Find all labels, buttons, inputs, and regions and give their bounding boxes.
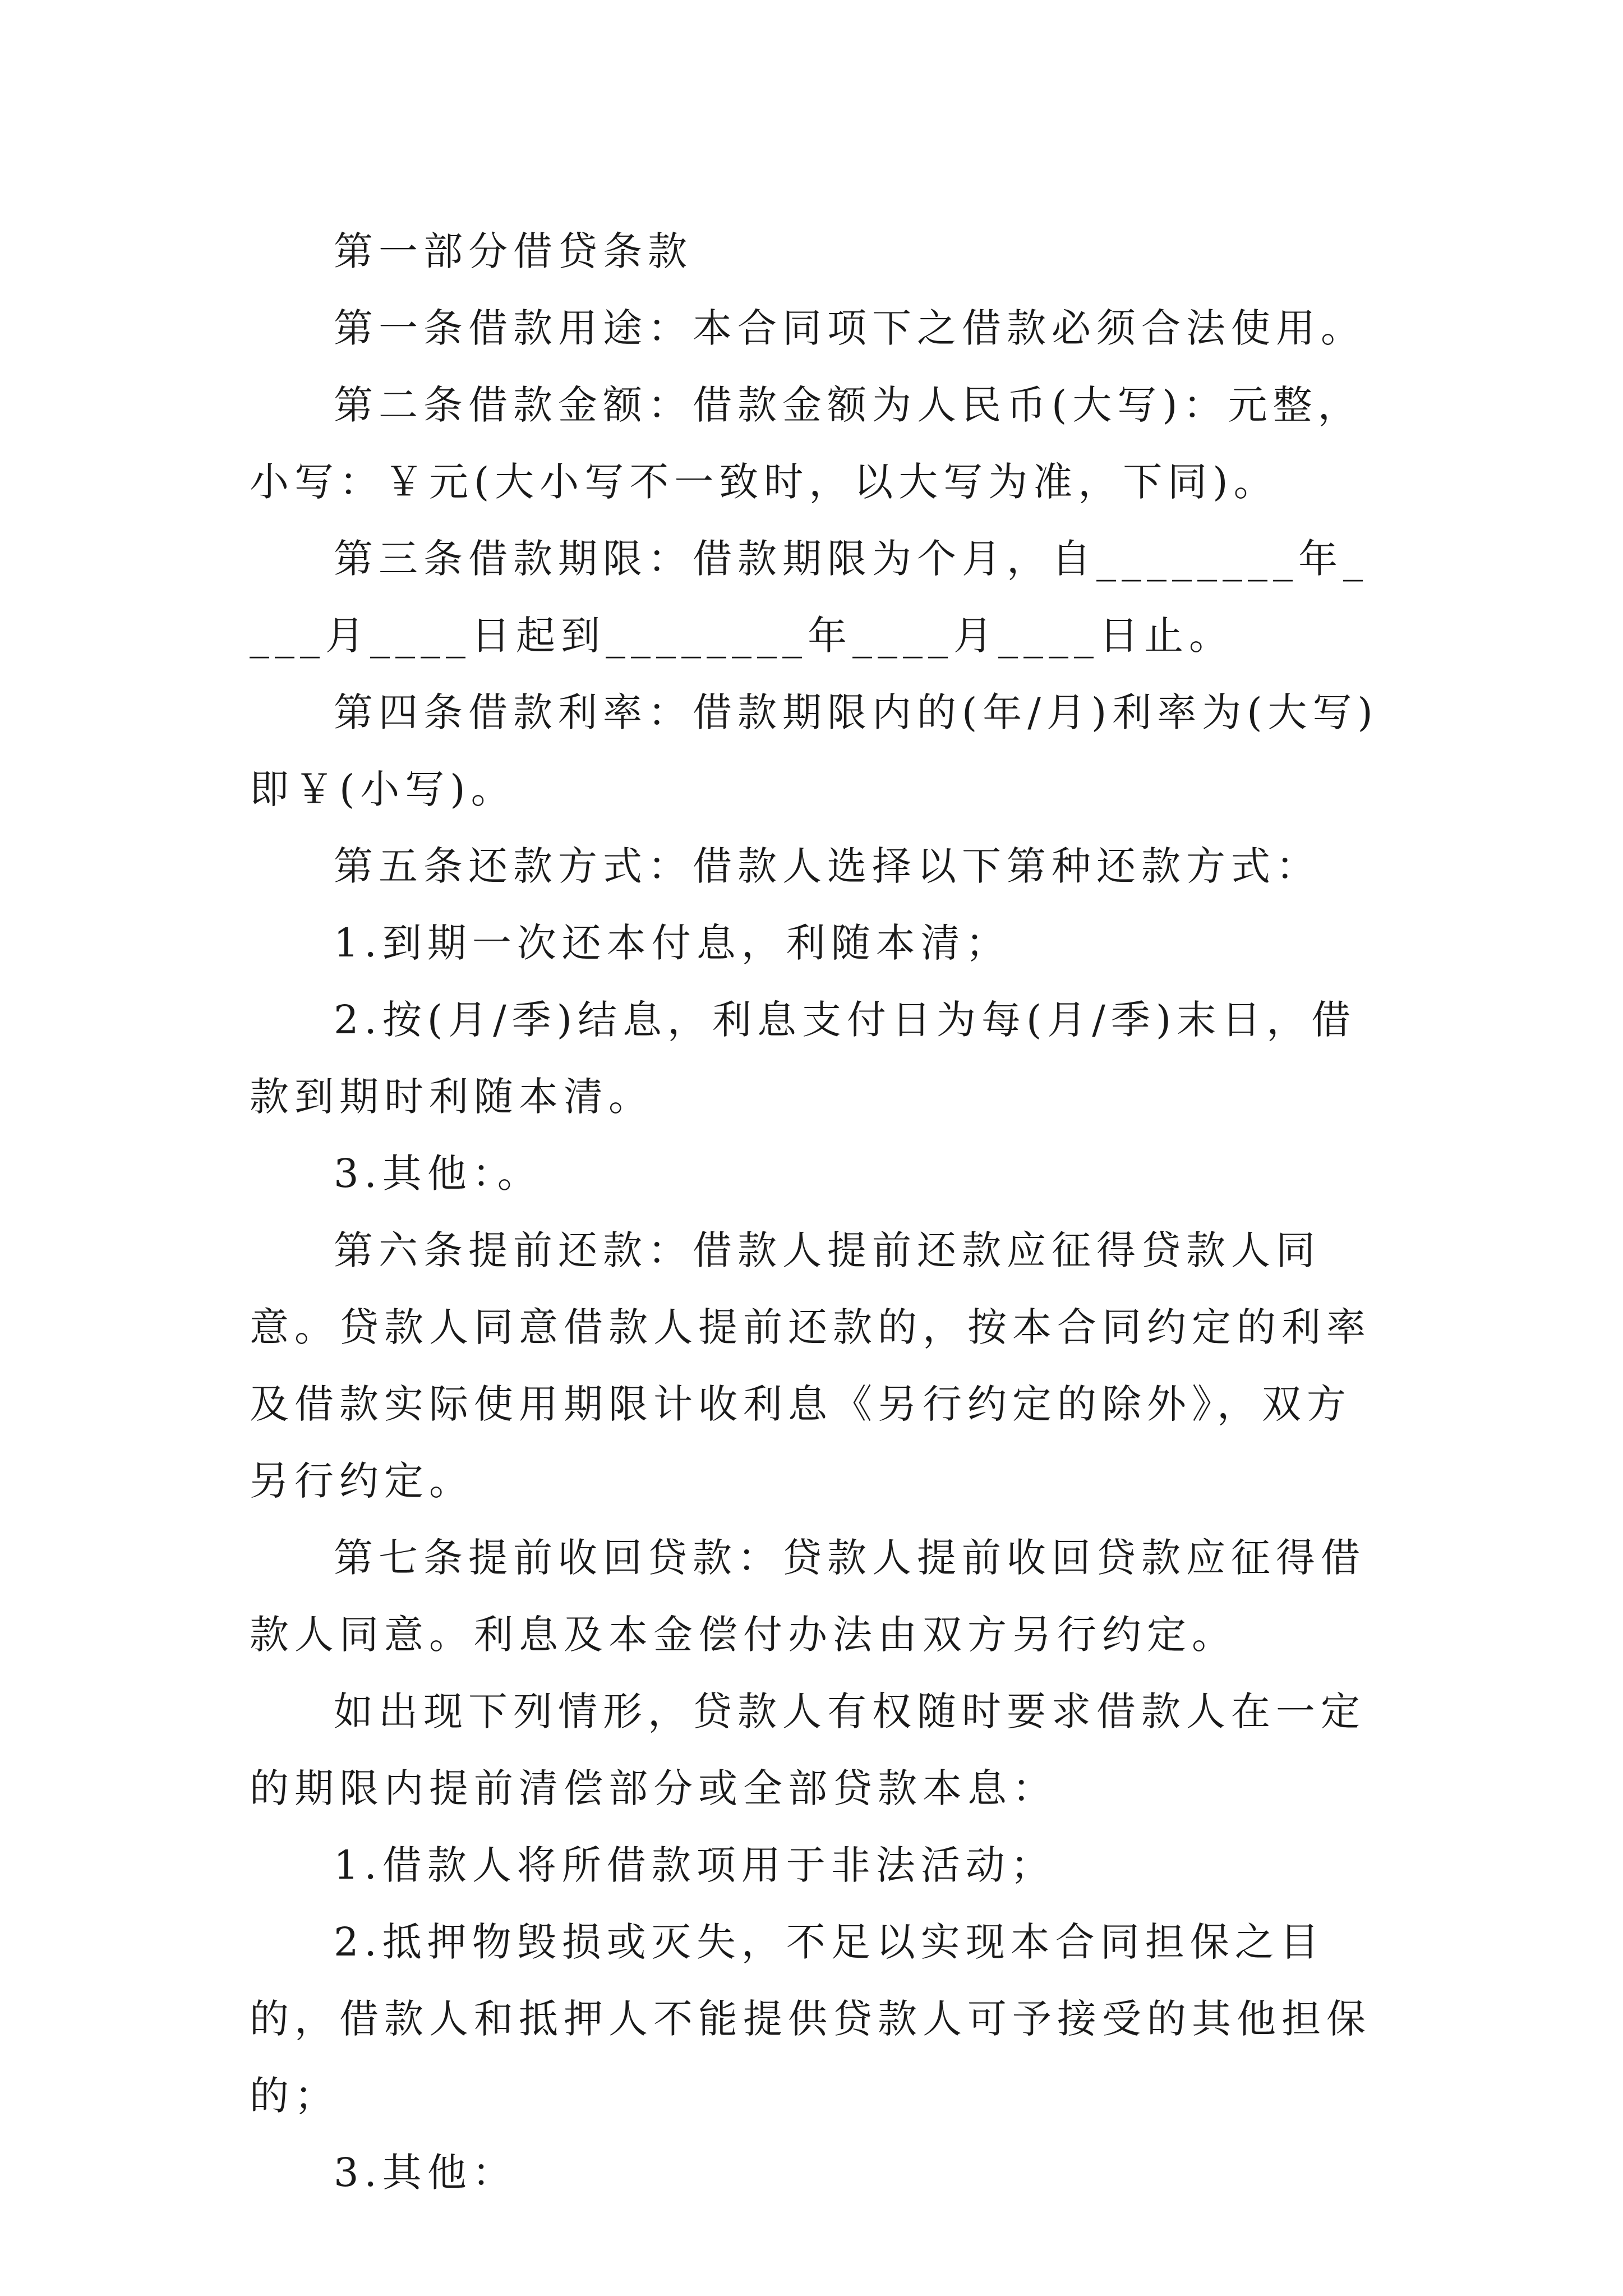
repayment-option-1: 1.到期一次还本付息，利随本清； <box>334 920 1011 966</box>
repayment-option-2: 2.按(月/季)结息，利息支付日为每(月/季)末日，借款到期时利随本清。 <box>250 997 1357 1120</box>
article-3-loan-term: 第三条借款期限：借款期限为个月，自________年____月____日起到________年____月____日止。 <box>250 536 1368 659</box>
condition-1: 1.借款人将所借款项用于非法活动； <box>334 1842 1055 1888</box>
article-6-early-repayment: 第六条提前还款：借款人提前还款应征得贷款人同意。贷款人同意借款人提前还款的，按本合同约定的利率及借款实际使用期限计收利息《另行约定的除外》，双方另行约定。 <box>250 1227 1371 1504</box>
article-5-repayment-method: 第五条还款方式：借款人选择以下第种还款方式： <box>334 843 1321 889</box>
article-7-early-recall: 第七条提前收回贷款：贷款人提前收回贷款应征得借款人同意。利息及本金偿付办法由双方另行约定。 <box>250 1535 1366 1658</box>
early-recall-conditions-intro: 如出现下列情形，贷款人有权随时要求借款人在一定的期限内提前清偿部分或全部贷款本息： <box>250 1688 1366 1811</box>
article-4-interest-rate: 第四条借款利率：借款期限内的(年/月)利率为(大写)即￥(小写)。 <box>250 689 1378 812</box>
section-heading: 第一部分借贷条款 <box>334 228 693 274</box>
repayment-option-3: 3.其他：。 <box>334 1151 542 1197</box>
condition-2: 2.抵押物毁损或灭失，不足以实现本合同担保之目的，借款人和抵押人不能提供贷款人可予接受的其他担保的； <box>250 1919 1371 2119</box>
condition-3: 3.其他： <box>334 2150 517 2196</box>
article-2-loan-amount: 第二条借款金额：借款金额为人民币(大写)：元整，小写：￥元(大小写不一致时，以大写为准，下同)。 <box>250 382 1363 505</box>
document-body <box>250 213 1388 2211</box>
article-1-loan-purpose: 第一条借款用途：本合同项下之借款必须合法使用。 <box>334 305 1366 351</box>
